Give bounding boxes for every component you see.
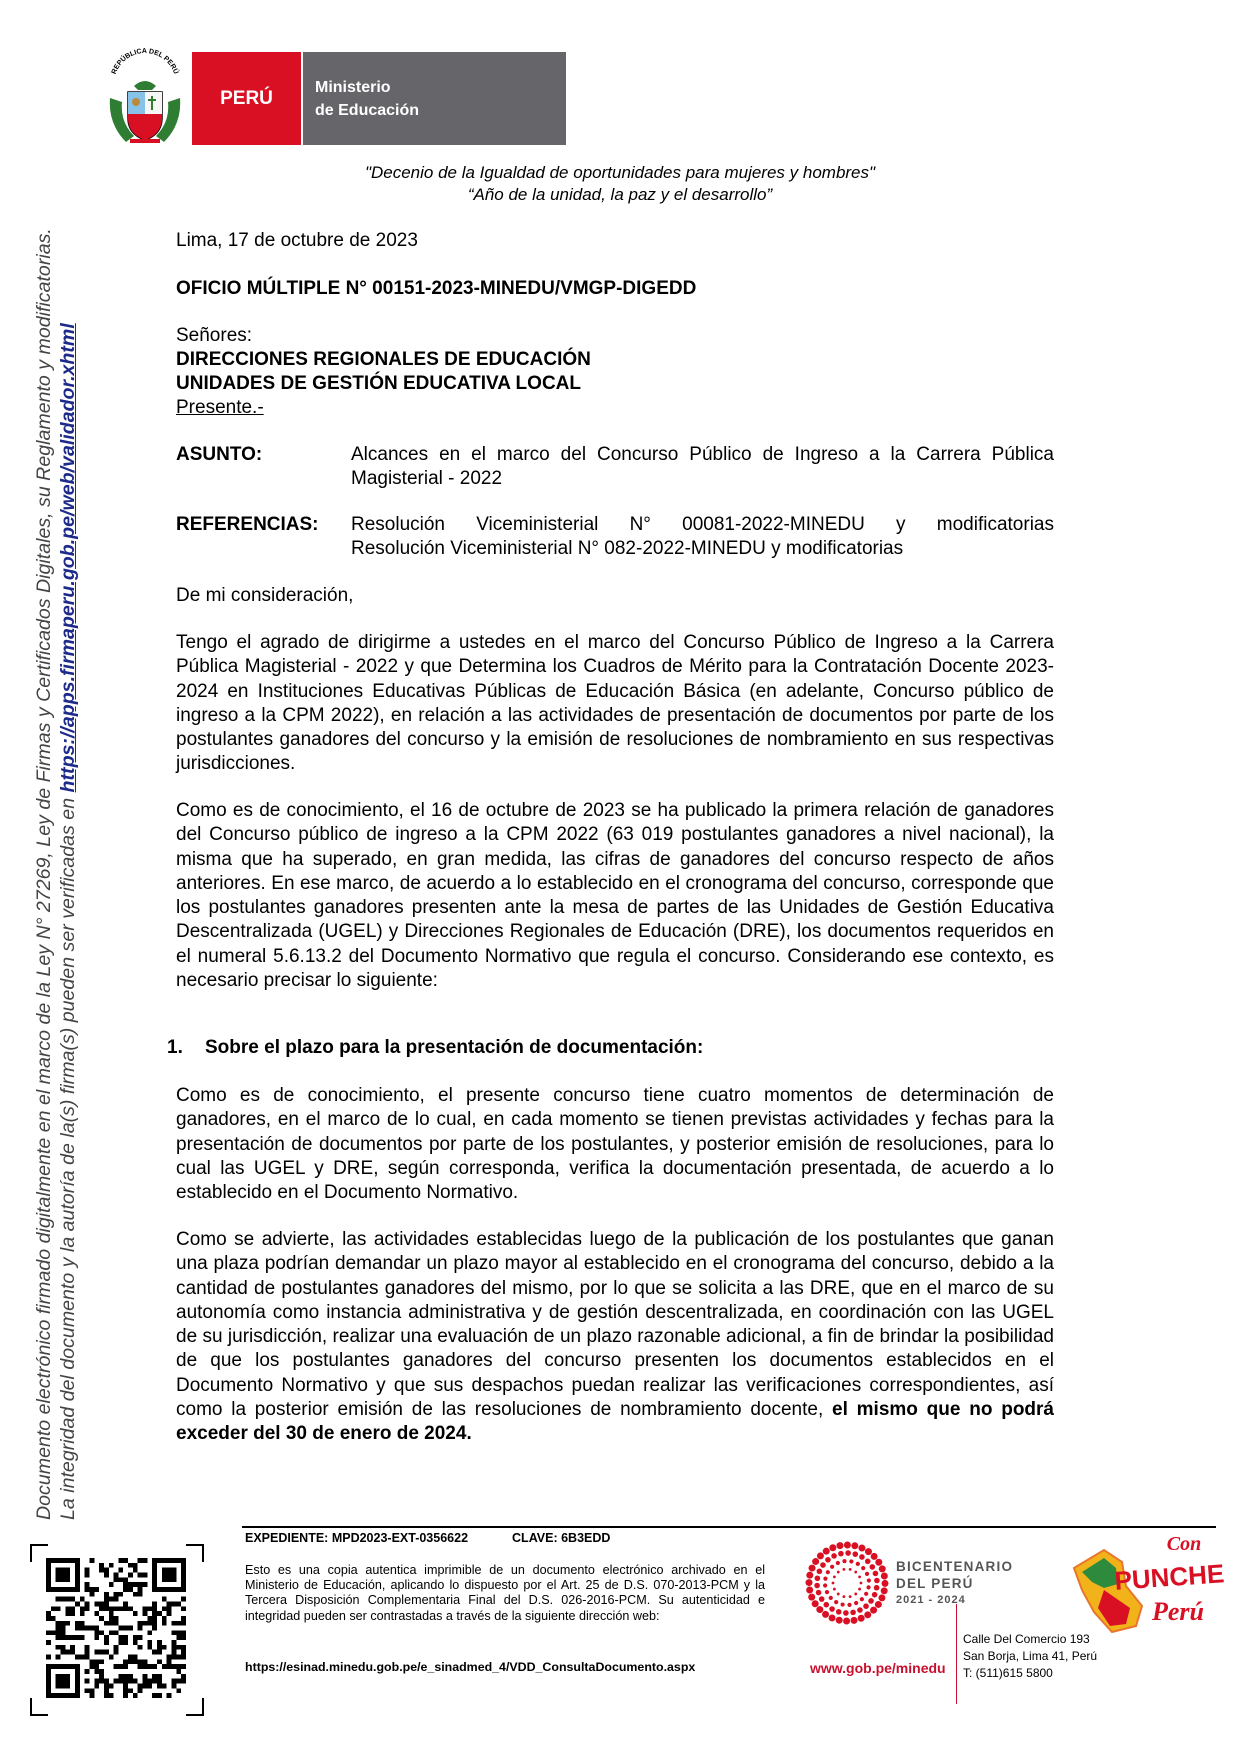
punche-word: PUNCHE (1113, 1558, 1226, 1596)
address-phone: T: (511)615 5800 (963, 1666, 1053, 1680)
asunto-line2: Magisterial - 2022 (351, 468, 503, 490)
ministry-address (963, 1631, 1097, 1682)
footer-separator (956, 1604, 957, 1704)
paragraph-3: Como es de conocimiento, el presente concurso tiene cuatro momentos de determinación de ganadores, en el marco de lo cual, en cada momento se tienen previstas actividades y fechas para la presentación de documentos por parte de los postulantes, y posterior emisión de resoluciones, para lo cual las UGEL y DRE, según corresponda, verifica la documentación presentada, de acuerdo a lo establecido en el Documento Normativo. (176, 1085, 1054, 1204)
reference-2: Resolución Viceministerial N° 082-2022-MINEDU y modificatorias (351, 538, 904, 560)
qr-frame-corner (186, 1698, 204, 1716)
clave-code: CLAVE: 6B3EDD (512, 1531, 611, 1545)
address-line2: San Borja, Lima 41, Perú (963, 1649, 1098, 1663)
peru-coat-of-arms-icon (104, 46, 186, 150)
expediente-number: EXPEDIENTE: MPD2023-EXT-0356622 (245, 1531, 469, 1545)
authenticity-note: Esto es una copia autentica imprimible de un documento electrónico archivado en el Ministerio de Educación, aplicando lo dispuesto por el Art. 25 de D.S. 070-2013-PCM y la Tercera Disposición Complementaria Final del D.S. 026-2016-PCM. Su autenticidad e integridad pueden ser contrastadas a través de la siguiente dirección web: (245, 1563, 765, 1623)
qr-frame-corner (186, 1544, 204, 1562)
gob-pe-link[interactable]: www.gob.pe/minedu (810, 1660, 946, 1676)
footer-metadata (245, 1531, 610, 1545)
ministry-line1: Ministerio (315, 78, 391, 96)
paragraph-1: Tengo el agrado de dirigirme a ustedes en el marco del Concurso Público de Ingreso a la Carrera Pública Magisterial - 2022 y que Determina los Cuadros de Mérito para la Contratación Docente 2023-2024 en Instituciones Educativas Públicas de Educación Básica (en adelante, Concurso público de ingreso a la CPM 2022), en relación a las actividades de presentación de documentos por parte de los postulantes ganadores del concurso y la emisión de resoluciones de nombramiento en sus respectivas jurisdicciones. (176, 632, 1054, 775)
ministry-line2: de Educación (315, 101, 420, 119)
asunto-line1: Alcances en el marco del Concurso Público de Ingreso a la Carrera Pública (351, 444, 1054, 465)
punche-con: Con (1166, 1533, 1202, 1555)
peru-label: PERÚ (220, 87, 273, 109)
motto-line2: “Año de la unidad, la paz y el desarrollo” (467, 185, 773, 204)
paragraph-2: Como es de conocimiento, el 16 de octubre de 2023 se ha publicado la primera relación de ganadores del Concurso público de ingreso a la CPM 2022 (63 019 postulantes ganadores a nivel nacional), la misma que ha superado, en gran medida, las cifras de ganadores del concurso respecto de años anteriores. En ese marco, de acuerdo a lo establecido en el cronograma del concurso, corresponde que los postulantes ganadores presenten ante la mesa de partes de las Unidades de Gestión Educativa Descentralizada (UGEL) y Direcciones Regionales de Educación (DRE), los documentos requeridos en el numeral 5.6.13.2 del Documento Normativo que regula el concurso. Considerando ese contexto, es necesario precisar lo siguiente: (176, 800, 1054, 992)
oficio-number: OFICIO MÚLTIPLE N° 00151-2023-MINEDU/VMGP-DIGEDD (176, 278, 697, 299)
address-line1: Calle Del Comercio 193 (963, 1632, 1090, 1646)
motto-line1: "Decenio de la Igualdad de oportunidades para mujeres y hombres" (364, 163, 876, 182)
asunto-label: ASUNTO: (176, 444, 263, 465)
qr-frame-corner (30, 1698, 48, 1716)
paragraph-4-deadline: el mismo que no podrá exceder del 30 de enero de 2024. (176, 1399, 1054, 1445)
asunto-text (351, 443, 1054, 492)
con-punche-peru-logo-icon (1064, 1528, 1230, 1638)
bicentenario-line1: BICENTENARIO (896, 1559, 1014, 1574)
signature-note-line1: Documento electrónico firmado digitalmente en el marco de la Ley N° 27269, Ley de Firmas y Certificados Digitales, su Reglamento y modificatorias. (33, 228, 55, 1520)
letter-date: Lima, 17 de octubre de 2023 (176, 230, 418, 251)
bicentenario-years: 2021 - 2024 (896, 1594, 966, 1606)
validator-link[interactable]: https://apps.firmaperu.gob.pe/web/validador.xhtml (57, 323, 79, 793)
bicentenario-line2: DEL PERÚ (896, 1576, 974, 1591)
paragraph-4-text: Como se advierte, las actividades establecidas luego de la publicación de los postulantes que ganan una plaza podrían demandar un plazo mayor al establecido en el cronograma del concurso, debido a la cantidad de postulantes ganadores del mismo, por lo que se solicita a las DRE, que en el marco de su autonomía como instancia administrativa y de gestión descentralizada, en coordinación con las UGEL de su jurisdicción, realizar una evaluación de un plazo razonable adicional, a fin de brindar la posibilidad de que los postulantes ganadores del concurso presenten los documentos establecidos en el Documento Normativo y que sus despachos puedan realizar las verificaciones correspondientes, así como la posterior emisión de las resoluciones de nombramiento docente, (176, 1229, 1054, 1421)
salutation: Señores: (176, 325, 253, 346)
ministry-label-box (303, 52, 566, 145)
greeting: De mi consideración, (176, 585, 354, 606)
punche-peru: Perú (1152, 1597, 1204, 1626)
paragraph-4 (176, 1228, 1054, 1447)
crest-text: REPÚBLICA DEL PERÚ (110, 47, 180, 76)
recipient-dre: DIRECCIONES REGIONALES DE EDUCACIÓN (176, 349, 591, 370)
digital-signature-note (32, 160, 102, 1520)
bicentenario-text (896, 1558, 1013, 1609)
presente: Presente.- (176, 397, 264, 418)
signature-note-line2: La integridad del documento y la autoría de la(s) firma(s) pueden ser verificadas en (57, 797, 79, 1520)
bicentenario-logo-icon (804, 1540, 890, 1626)
qr-code-icon (46, 1558, 186, 1698)
section-1-number: 1. (167, 1037, 183, 1058)
section-1-title: Sobre el plazo para la presentación de documentación: (205, 1037, 704, 1058)
recipient-ugel: UNIDADES DE GESTIÓN EDUCATIVA LOCAL (176, 373, 581, 394)
referencias-label: REFERENCIAS: (176, 514, 319, 535)
verification-url[interactable]: https://esinad.minedu.gob.pe/e_sinadmed_4/VDD_ConsultaDocumento.aspx (245, 1660, 696, 1674)
peru-label-box (192, 52, 301, 145)
reference-1: Resolución Viceministerial N° 00081-2022-MINEDU y modificatorias (351, 514, 1054, 535)
section-1-heading (167, 1036, 1047, 1060)
referencias-list (351, 513, 1054, 562)
